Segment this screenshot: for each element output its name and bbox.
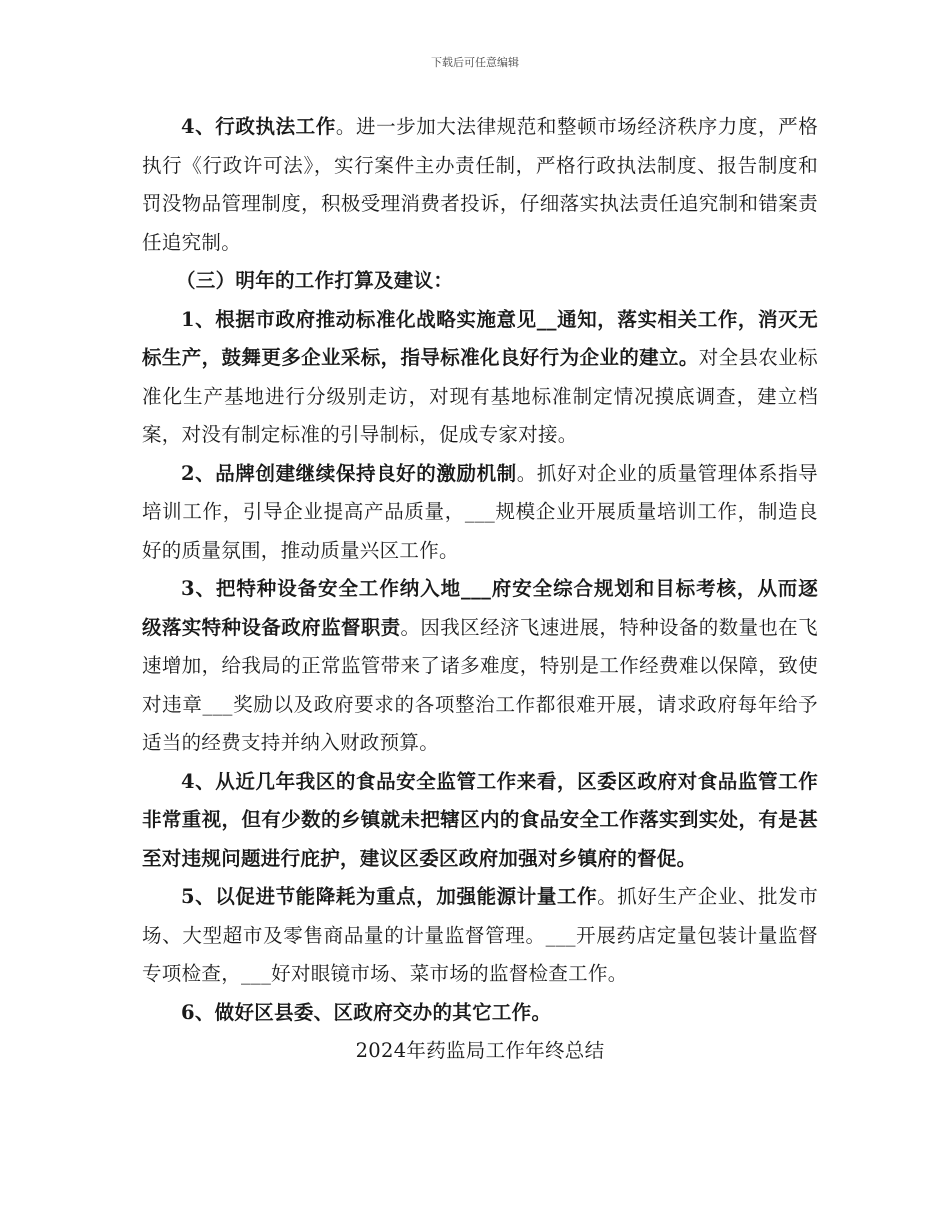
paragraph-lead: 5、以促进节能降耗为重点，加强能源计量工作 [181,885,598,908]
paragraph-energy-metering [142,878,818,994]
document-body [142,108,818,1071]
paragraph-special-equipment [142,570,818,763]
paragraph-other-work [142,994,818,1033]
paragraph-lead: 4、行政执法工作 [181,115,336,138]
paragraph-text: 。抓好生产企业、批发市场、大型超市及零售商品量的计量监督管理。___开展药店定量包装计量监督专项检查，___好对眼镜市场、菜市场的监督检查工作。 [142,885,818,985]
next-document-title: 2024年药监局工作年终总结 [355,1039,605,1062]
paragraph-lead: 6、做好区县委、区政府交办的其它工作。 [181,1000,552,1024]
paragraph-text: 。抓好对企业的质量管理体系指导培训工作，引导企业提高产品质量，___规模企业开展质量培训工作，制造良好的质量氛围，推动质量兴区工作。 [142,461,818,562]
paragraph-lead: 4、从近几年我区的食品安全监管工作来看，区委区政府对食品监管工作非常重视，但有少数的乡镇就未把辖区内的食品安全工作落实到实处，有是甚至对违规问题进行庇护，建议区委区政府加强对乡镇府的督促。 [142,769,818,870]
paragraph-text: 。因我区经济飞速进展，特种设备的数量也在飞速增加，给我局的正常监管带来了诸多难度，特别是工作经费难以保障，致使对违章___奖励以及政府要求的各项整治工作都很难开展，请求政府每年给予适当的经费支持并纳入财政预算。 [142,615,818,754]
paragraph-law-enforcement [142,108,818,262]
paragraph-lead: 2、品牌创建继续保持良好的激励机制 [181,461,517,485]
paragraph-text: 对全县农业标准化生产基地进行分级别走访，对现有基地标准制定情况摸底调查，建立档案，对没有制定标准的引导制标，促成专家对接。 [142,346,818,446]
paragraph-text: 。进一步加大法律规范和整顿市场经济秩序力度，严格执行《行政许可法》，实行案件主办责任制，严格行政执法制度、报告制度和罚没物品管理制度，积极受理消费者投诉，仔细落实执法责任追究制和错案责任追究制。 [142,115,819,254]
paragraph-brand [142,455,818,571]
page-header-note: 下载后可任意编辑 [431,56,519,69]
paragraph-lead: 3、把特种设备安全工作纳入地___府安全综合规划和目标考核，从而逐级落实特种设备政府监督职责 [142,577,818,639]
paragraph-lead: 1、根据市政府推动标准化战略实施意见__通知，落实相关工作，消灭无标生产，鼓舞更多企业采标，指导标准化良好行为企业的建立。 [142,307,818,369]
paragraph-food-safety [142,763,818,879]
section-heading: （三）明年的工作打算及建议： [176,269,454,292]
paragraph-standardization [142,301,818,455]
